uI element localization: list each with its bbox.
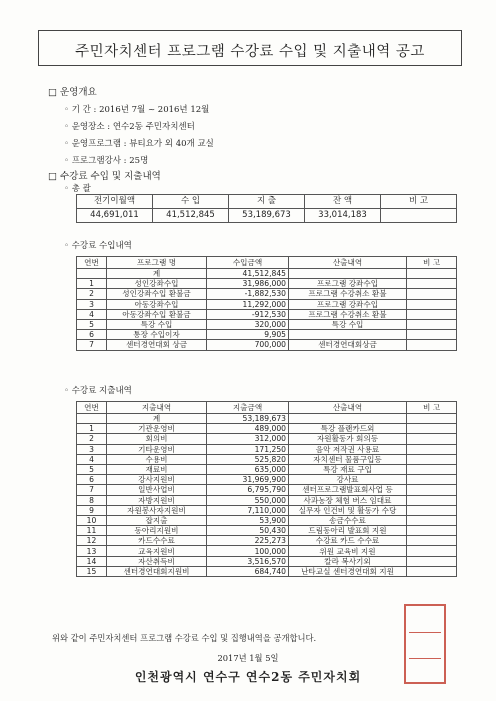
expense-item-name: 자산취득비 [107, 556, 207, 566]
income-calculation-detail: 프로그램 강좌수입 [289, 299, 407, 309]
expense-row-number: 5 [77, 464, 107, 474]
expense-calculation-detail: 위원 교육비 지원 [289, 546, 407, 556]
overview-location: ◦ 운영장소 : 연수2동 주민자치센터 [64, 122, 195, 132]
expense-row [77, 556, 457, 566]
expense-row [77, 536, 457, 546]
expense-row-number [77, 414, 107, 424]
expense-item-name: 잡지출 [107, 515, 207, 525]
income-amount: 41,512,845 [207, 269, 289, 279]
expense-calculation-detail: 수강료 카드 수수료 [289, 536, 407, 546]
income-row [77, 330, 457, 340]
summary-balance: 33,014,183 [305, 209, 381, 223]
income-heading: ◦ 수강료 수입내역 [64, 241, 132, 251]
expense-remarks [407, 495, 457, 505]
expense-remarks [407, 414, 457, 424]
expense-amount: 3,516,570 [207, 556, 289, 566]
income-amount: 31,986,000 [207, 279, 289, 289]
expense-remarks [407, 515, 457, 525]
income-item-name: 특강 수입 [107, 319, 207, 329]
expense-amount: 489,000 [207, 424, 289, 434]
income-header-row [77, 257, 457, 269]
income-calculation-detail: 프로그램 수강취소 환불 [289, 289, 407, 299]
fees-heading: □ 수강료 수입 및 지출내역 [48, 171, 161, 182]
expense-remarks [407, 505, 457, 515]
expense-calculation-detail: 특강 재료 구입 [289, 464, 407, 474]
expense-remarks [407, 464, 457, 474]
expense-row [77, 495, 457, 505]
expense-item-name: 교육지원비 [107, 546, 207, 556]
document-date: 2017년 1월 5일 [217, 653, 279, 663]
expense-row [77, 515, 457, 525]
expense-calculation-detail: 사과농장 체험 버스 임대료 [289, 495, 407, 505]
expense-amount: 684,740 [207, 566, 289, 576]
expense-amount: 312,000 [207, 434, 289, 444]
income-item-name: 센터경연대회 상금 [107, 340, 207, 350]
expense-header-cell: 산출내역 [289, 402, 407, 414]
expense-row [77, 444, 457, 454]
expense-amount: 53,189,673 [207, 414, 289, 424]
overview-programs: ◦ 운영프로그램 : 뷰티요가 외 40개 교실 [64, 139, 214, 149]
expense-table [76, 401, 457, 577]
expense-calculation-detail: 강사료 [289, 475, 407, 485]
expense-calculation-detail: 센터프로그램발표회사업 등 [289, 485, 407, 495]
income-remarks [407, 309, 457, 319]
expense-row-number: 8 [77, 495, 107, 505]
income-remarks [407, 289, 457, 299]
expense-calculation-detail: 난타교실 센터경연대회 지원 [289, 566, 407, 576]
summary-table [76, 194, 457, 223]
income-amount: 320,000 [207, 319, 289, 329]
expense-header-row [77, 402, 457, 414]
overview-period: ◦ 기 간 : 2016년 7월 ~ 2016년 12월 [64, 105, 210, 115]
expense-remarks [407, 536, 457, 546]
expense-amount: 31,969,900 [207, 475, 289, 485]
income-header-cell: 수입금액 [207, 257, 289, 269]
income-calculation-detail: 프로그램 수강취소 환불 [289, 309, 407, 319]
expense-calculation-detail: 실무자 인건비 및 활동가 수당 [289, 505, 407, 515]
expense-remarks [407, 526, 457, 536]
expense-item-name: 일반사업비 [107, 485, 207, 495]
disclosure-note: 위와 같이 주민자치센터 프로그램 수강료 수입 및 집행내역을 공개합니다. [52, 633, 317, 643]
income-item-name: 성인강좌수입 환불금 [107, 289, 207, 299]
expense-amount: 525,820 [207, 454, 289, 464]
income-amount: 700,000 [207, 340, 289, 350]
summary-data-row [77, 209, 457, 223]
expense-item-name: 수용비 [107, 454, 207, 464]
overview-heading: □ 운영개요 [48, 87, 97, 98]
summary-header-row [77, 195, 457, 209]
income-row-number: 4 [77, 309, 107, 319]
income-remarks [407, 299, 457, 309]
expense-amount: 635,000 [207, 464, 289, 474]
income-row [77, 269, 457, 279]
expense-row-number: 10 [77, 515, 107, 525]
expense-header-cell: 연번 [77, 402, 107, 414]
expense-row-number: 14 [77, 556, 107, 566]
summary-remarks [381, 209, 457, 223]
expense-heading: ◦ 수강료 지출내역 [64, 386, 132, 396]
income-table [76, 256, 457, 351]
expense-amount: 225,273 [207, 536, 289, 546]
summary-expense: 53,189,673 [229, 209, 305, 223]
expense-item-name: 자원봉사자지원비 [107, 505, 207, 515]
expense-item-name: 센터경연대회지원비 [107, 566, 207, 576]
income-row-number: 6 [77, 330, 107, 340]
expense-row-number: 13 [77, 546, 107, 556]
income-header-cell: 비 고 [407, 257, 457, 269]
income-header-cell: 프로그램 명 [107, 257, 207, 269]
expense-item-name: 회의비 [107, 434, 207, 444]
income-calculation-detail [289, 269, 407, 279]
expense-amount: 53,900 [207, 515, 289, 525]
expense-amount: 7,110,000 [207, 505, 289, 515]
income-calculation-detail: 센터경연대회상금 [289, 340, 407, 350]
income-row-number: 1 [77, 279, 107, 289]
issuing-organization: 인천광역시 연수구 연수2동 주민자치회 [134, 670, 362, 684]
expense-item-name: 계 [107, 414, 207, 424]
expense-remarks [407, 444, 457, 454]
expense-item-name: 자방지원비 [107, 495, 207, 505]
expense-row-number: 15 [77, 566, 107, 576]
expense-remarks [407, 566, 457, 576]
expense-row-number: 6 [77, 475, 107, 485]
expense-calculation-detail: 음악 저작권 사용료 [289, 444, 407, 454]
expense-row [77, 454, 457, 464]
expense-amount: 550,000 [207, 495, 289, 505]
summary-carryover: 44,691,011 [77, 209, 153, 223]
expense-row [77, 505, 457, 515]
summary-header-cell: 전기이월액 [77, 195, 153, 209]
income-amount: 9,905 [207, 330, 289, 340]
expense-amount: 171,250 [207, 444, 289, 454]
income-header-cell: 산출내역 [289, 257, 407, 269]
income-amount: 11,292,000 [207, 299, 289, 309]
income-remarks [407, 279, 457, 289]
expense-item-name: 강사지원비 [107, 475, 207, 485]
summary-header-cell: 비 고 [381, 195, 457, 209]
summary-income: 41,512,845 [153, 209, 229, 223]
expense-row [77, 475, 457, 485]
summary-header-cell: 지 출 [229, 195, 305, 209]
expense-remarks [407, 475, 457, 485]
income-calculation-detail: 특강 수입 [289, 319, 407, 329]
expense-item-name: 기관운영비 [107, 424, 207, 434]
expense-row-number: 11 [77, 526, 107, 536]
expense-row-number: 4 [77, 454, 107, 464]
income-item-name: 계 [107, 269, 207, 279]
expense-remarks [407, 485, 457, 495]
income-row [77, 289, 457, 299]
expense-row-number: 1 [77, 424, 107, 434]
expense-item-name: 재료비 [107, 464, 207, 474]
expense-remarks [407, 424, 457, 434]
expense-row-number: 7 [77, 485, 107, 495]
expense-calculation-detail: 자원활동가 회의등 [289, 434, 407, 444]
summary-header-cell: 잔 액 [305, 195, 381, 209]
expense-amount: 100,000 [207, 546, 289, 556]
income-row [77, 319, 457, 329]
income-calculation-detail: 프로그램 강좌수입 [289, 279, 407, 289]
expense-header-cell: 지출내역 [107, 402, 207, 414]
income-row-number: 7 [77, 340, 107, 350]
expense-calculation-detail [289, 414, 407, 424]
income-row [77, 340, 457, 350]
expense-row [77, 566, 457, 576]
income-row-number [77, 269, 107, 279]
income-row-number: 3 [77, 299, 107, 309]
document-title: 주민자치센터 프로그램 수강료 수입 및 지출내역 공고 [75, 44, 425, 60]
summary-header-cell: 수 입 [153, 195, 229, 209]
income-row-number: 5 [77, 319, 107, 329]
income-amount: -1,882,530 [207, 289, 289, 299]
expense-row-number: 3 [77, 444, 107, 454]
expense-remarks [407, 454, 457, 464]
income-row [77, 299, 457, 309]
expense-item-name: 기타운영비 [107, 444, 207, 454]
expense-item-name: 동아리지원비 [107, 526, 207, 536]
expense-row [77, 424, 457, 434]
expense-remarks [407, 546, 457, 556]
income-remarks [407, 319, 457, 329]
income-amount: -912,530 [207, 309, 289, 319]
expense-row [77, 526, 457, 536]
expense-header-cell: 지출금액 [207, 402, 289, 414]
expense-calculation-detail: 칼라 복사기외 [289, 556, 407, 566]
expense-calculation-detail: 특강 플랜카드외 [289, 424, 407, 434]
expense-row [77, 414, 457, 424]
income-row [77, 279, 457, 289]
expense-item-name: 카드수수료 [107, 536, 207, 546]
title-box [38, 30, 462, 66]
expense-calculation-detail: 드림동아리 발표회 지원 [289, 526, 407, 536]
summary-heading: ◦ 총 괄 [64, 184, 91, 194]
income-row-number: 2 [77, 289, 107, 299]
expense-calculation-detail: 자치센터 물품구입등 [289, 454, 407, 464]
expense-remarks [407, 556, 457, 566]
expense-row [77, 464, 457, 474]
income-remarks [407, 269, 457, 279]
income-remarks [407, 330, 457, 340]
expense-calculation-detail: 송금수수료 [289, 515, 407, 525]
income-calculation-detail [289, 330, 407, 340]
expense-row [77, 434, 457, 444]
income-row [77, 309, 457, 319]
income-item-name: 아동강좌수입 환불금 [107, 309, 207, 319]
expense-amount: 50,430 [207, 526, 289, 536]
expense-row [77, 546, 457, 556]
income-item-name: 아동강좌수입 [107, 299, 207, 309]
expense-row [77, 485, 457, 495]
expense-header-cell: 비 고 [407, 402, 457, 414]
overview-instructors: ◦ 프로그램강사 : 25명 [64, 156, 149, 166]
expense-remarks [407, 434, 457, 444]
income-header-cell: 연번 [77, 257, 107, 269]
expense-amount: 6,795,790 [207, 485, 289, 495]
income-remarks [407, 340, 457, 350]
expense-row-number: 2 [77, 434, 107, 444]
expense-row-number: 12 [77, 536, 107, 546]
income-item-name: 통장 수입이자 [107, 330, 207, 340]
expense-row-number: 9 [77, 505, 107, 515]
official-seal [404, 604, 446, 684]
income-item-name: 성인강좌수입 [107, 279, 207, 289]
